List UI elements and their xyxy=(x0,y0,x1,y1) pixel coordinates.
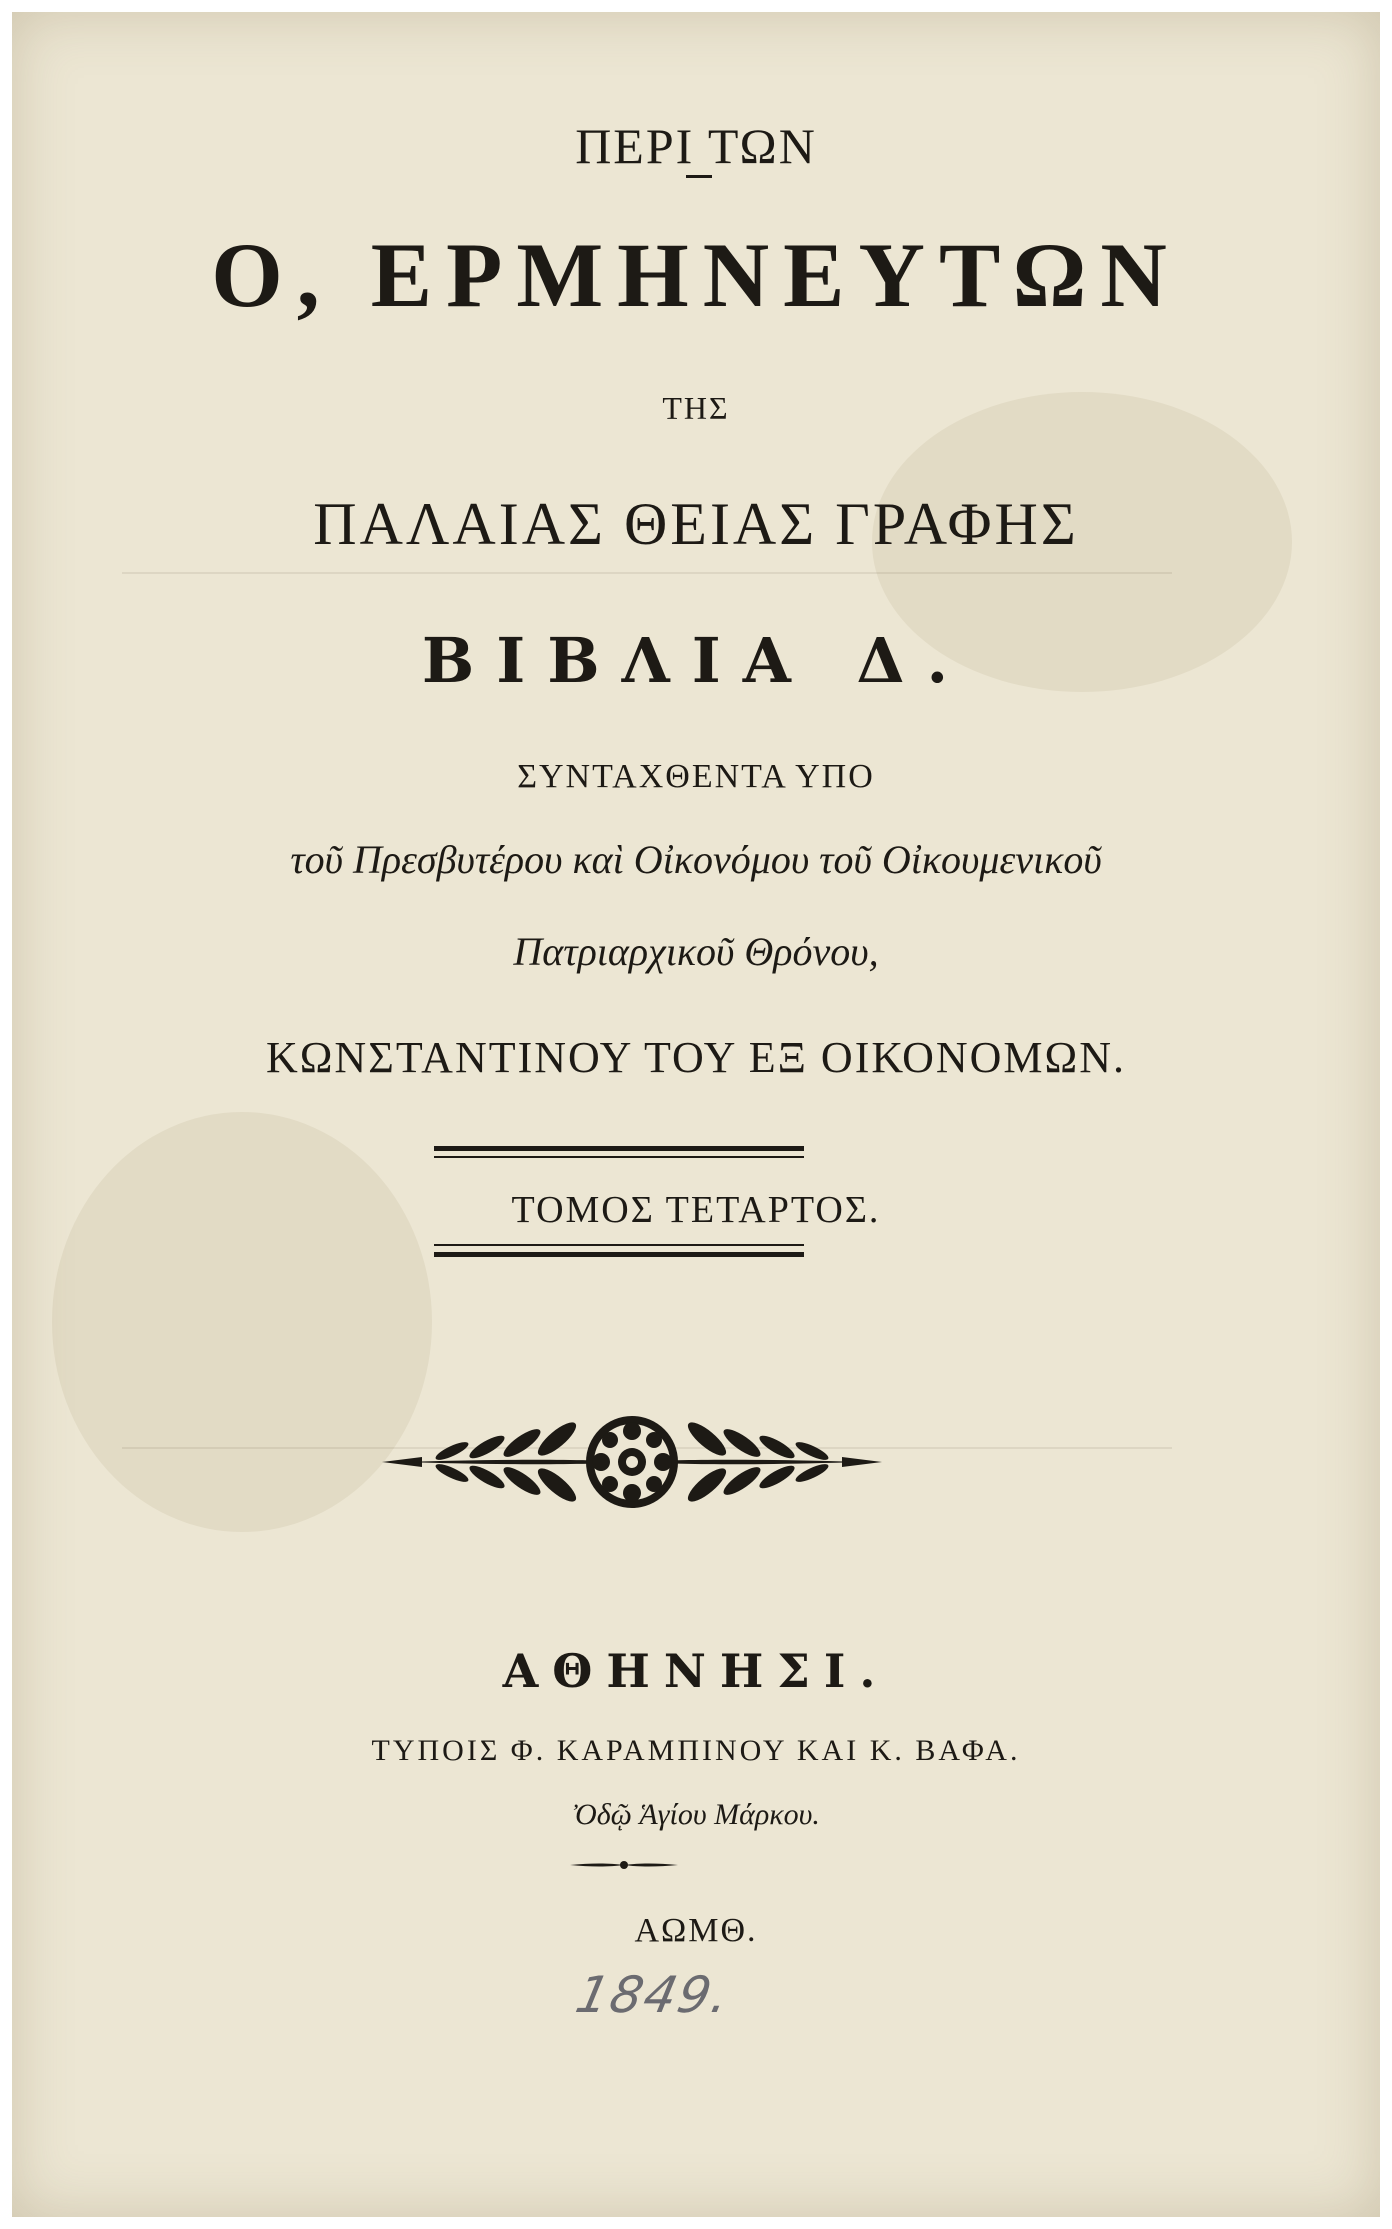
volume-rule-top-thick xyxy=(434,1146,804,1151)
title-main: Ο, ΕΡΜΗΝΕΥΤΩΝ xyxy=(211,224,1181,326)
volume-rule-top-thin xyxy=(434,1156,804,1158)
imprint-place: ΑΘΗΝΗΣΙ. xyxy=(502,1644,890,1698)
small-rule-ornament xyxy=(570,1858,678,1872)
bleed-through-line xyxy=(122,572,1172,574)
imprint-printer: ΤΥΠΟΙΣ Φ. ΚΑΡΑΜΠΙΝΟΥ ΚΑΙ Κ. ΒΑΦΑ. xyxy=(371,1734,1021,1767)
volume-rule-bottom-thin xyxy=(434,1244,804,1246)
paper-stain xyxy=(52,1112,432,1532)
title-line-tis: ΤΗΣ xyxy=(662,390,730,426)
imprint-year: ΑΩΜΘ. xyxy=(634,1912,758,1949)
author-name: ΚΩΝΣΤΑΝΤΙΝΟΥ ΤΟΥ ΕΞ ΟΙΚΟΝΟΜΩΝ. xyxy=(265,1033,1127,1082)
author-title-line-1: τοῦ Πρεσβυτέρου καὶ Οἰκονόμου τοῦ Οἰκουμενικοῦ xyxy=(290,837,1102,882)
compiled-by: ΣΥΝΤΑΧΘΕΝΤΑ ΥΠΟ xyxy=(517,758,875,795)
title-line-scripture: ΠΑΛΑΙΑΣ ΘΕΙΑΣ ΓΡΑΦΗΣ xyxy=(313,491,1079,557)
laurel-rosette-ornament xyxy=(382,1407,882,1517)
title-page xyxy=(12,12,1380,2217)
author-title-line-2: Πατριαρχικοῦ Θρόνου, xyxy=(513,929,879,974)
title-line-peri-ton: ΠΕΡΙ ΤΩΝ xyxy=(575,118,817,174)
title-books-count: ΒΙΒΛΙΑ Δ. xyxy=(421,624,971,697)
title-underline-mark xyxy=(686,175,712,178)
volume-rule-bottom-thick xyxy=(434,1252,804,1257)
handwritten-year: 1849. xyxy=(570,1966,737,2024)
volume-label: ΤΟΜΟΣ ΤΕΤΑΡΤΟΣ. xyxy=(511,1189,881,1231)
imprint-street: Ὀδῷ Ἁγίου Μάρκου. xyxy=(572,1798,820,1831)
